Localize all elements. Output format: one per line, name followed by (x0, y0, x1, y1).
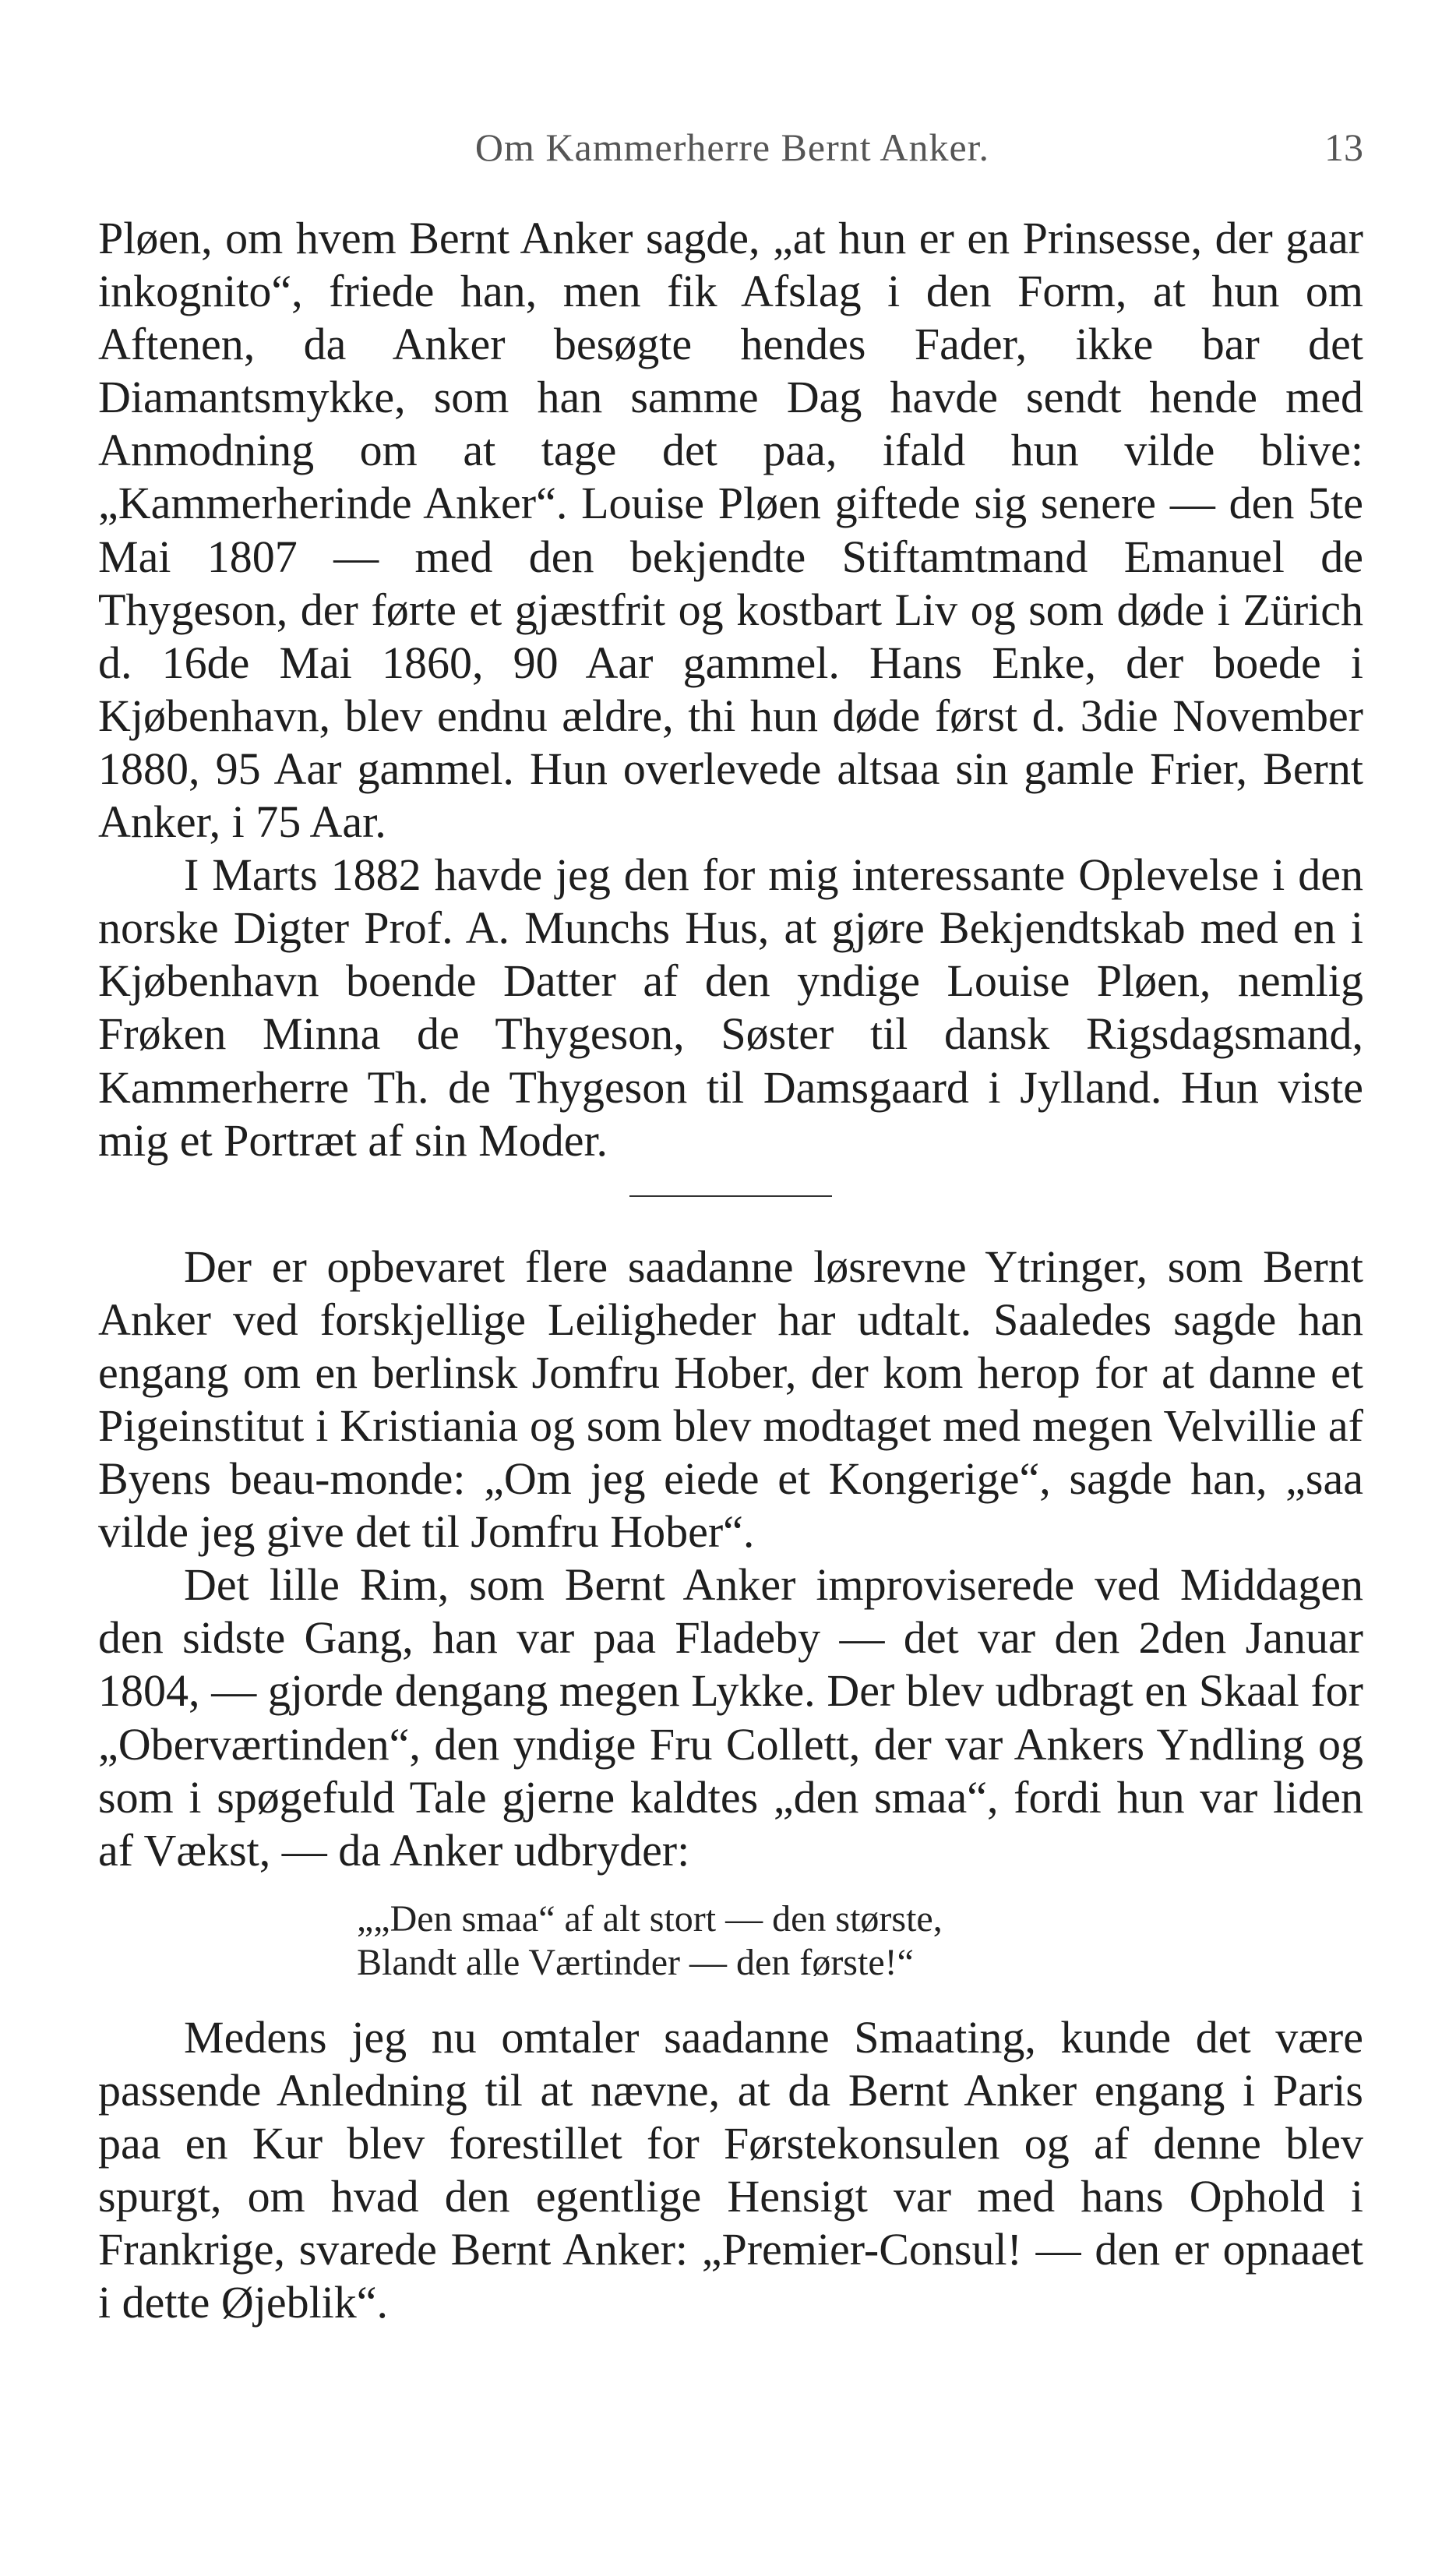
page-number: 13 (1324, 125, 1363, 169)
section-divider (629, 1195, 832, 1197)
verse-line: Blandt alle Værtinder — den første!“ (357, 1941, 914, 1983)
verse-quote (357, 1897, 1363, 1985)
paragraph-fladeby: Det lille Rim, som Bernt Anker improviserede ved Middagen den sidste Gang, han var paa Fladeby — det var den 2den Januar 1804, — gjorde dengang megen Lykke. Der blev udbragt en Skaal for „Oberværtinden“, den yndige Fru Collett, der var Ankers Yndling og som i spøgefuld Tale gjerne kaldtes „den smaa“, fordi hun var liden af Vækst, — da Anker udbryder: (98, 1559, 1363, 1876)
paragraph-hober: Der er opbevaret flere saadanne løsrevne Ytringer, som Bernt Anker ved forskjellige Leiligheder har udtalt. Saaledes sagde han engang om en berlinsk Jomfru Hober, der kom herop for at danne et Pigeinstitut i Kristiania og som blev modtaget med megen Velvillie af Byens beau-monde: „Om jeg eiede et Kongerige“, sagde han, „saa vilde jeg give det til Jomfru Hober“. (98, 1241, 1363, 1558)
paragraph-munch-visit: I Marts 1882 havde jeg den for mig interessante Oplevelse i den norske Digter Prof. A. Munchs Hus, at gjøre Bekjendtskab med en i Kjøbenhavn boende Datter af den yndige Louise Pløen, nemlig Frøken Minna de Thygeson, Søster til dansk Rigsdagsmand, Kammerherre Th. de Thygeson til Damsgaard i Jylland. Hun viste mig et Portræt af sin Moder. (98, 849, 1363, 1166)
page-header (101, 125, 1363, 187)
running-title: Om Kammerherre Bernt Anker. (474, 125, 990, 169)
body-text (98, 212, 1363, 2329)
paragraph-premier-consul: Medens jeg nu omtaler saadanne Smaating, kunde det være passende Anledning til at nævne, at da Bernt Anker engang i Paris paa en Kur blev forestillet for Førstekonsulen og af denne blev spurgt, om hvad den egentlige Hensigt var med hans Ophold i Frankrige, svarede Bernt Anker: „Premier-Consul! — den er opnaaet i dette Øjeblik“. (98, 2011, 1363, 2328)
paragraph-continuation: Pløen, om hvem Bernt Anker sagde, „at hun er en Prinsesse, der gaar inkognito“, friede han, men fik Afslag i den Form, at hun om Aftenen, da Anker besøgte hendes Fader, ikke bar det Diamantsmykke, som han samme Dag havde sendt hende med Anmodning om at tage det paa, ifald hun vilde blive: „Kammerherinde Anker“. Louise Pløen giftede sig senere — den 5te Mai 1807 — med den bekjendte Stiftamtmand Emanuel de Thygeson, der førte et gjæstfrit og kostbart Liv og som døde i Zürich d. 16de Mai 1860, 90 Aar gammel. Hans Enke, der boede i Kjøbenhavn, blev endnu ældre, thi hun døde først d. 3die November 1880, 95 Aar gammel. Hun overlevede altsaa sin gamle Frier, Bernt Anker, i 75 Aar. (98, 213, 1363, 848)
verse-line: „„Den smaa“ af alt stort — den største, (357, 1897, 943, 1940)
